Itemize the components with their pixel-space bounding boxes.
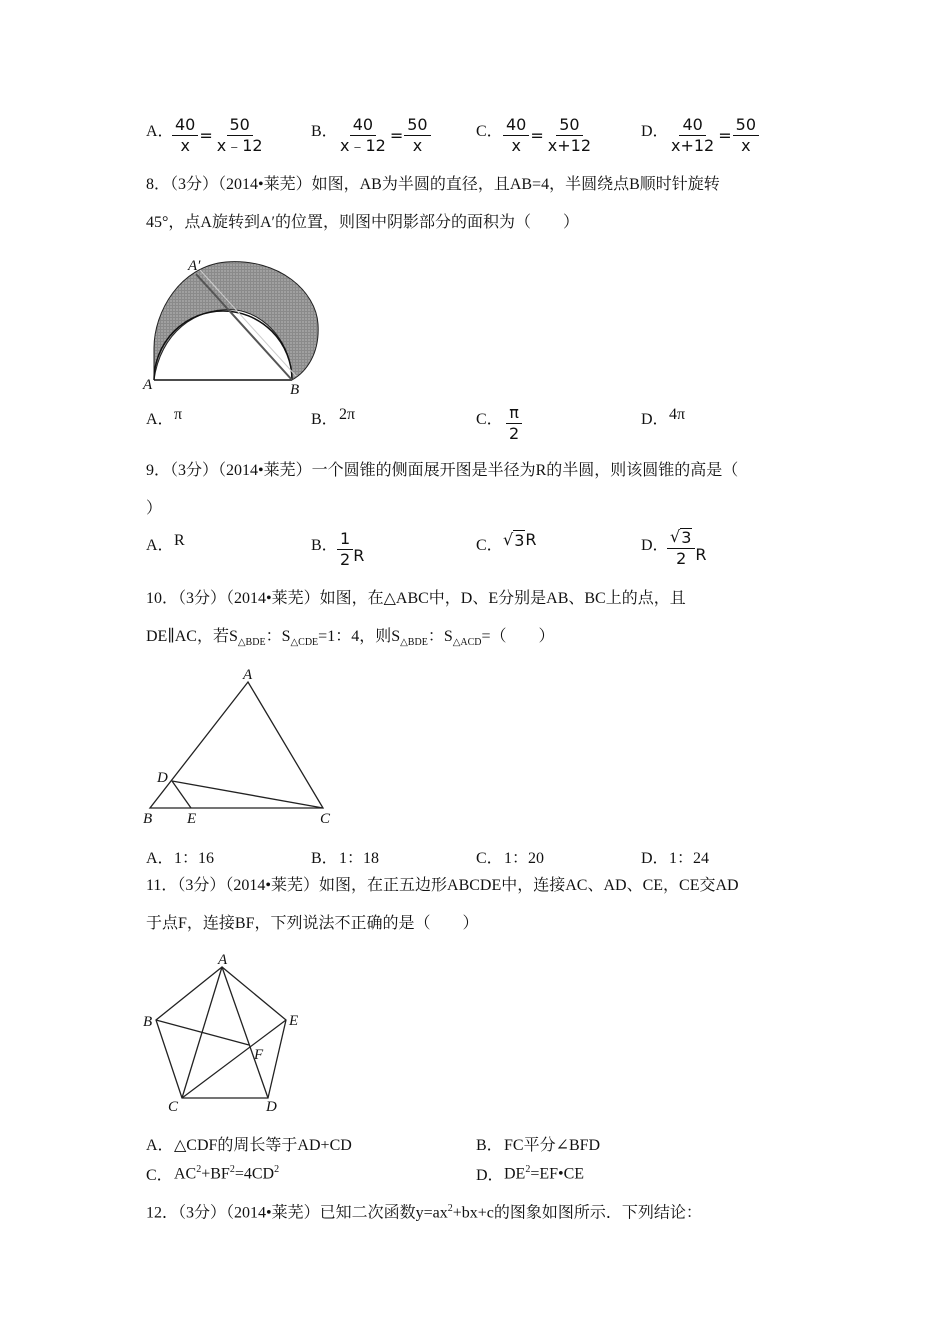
label-e: E bbox=[289, 1013, 299, 1029]
q9-stem-line2: ） bbox=[146, 500, 163, 517]
q11-option-c-letter: C． bbox=[146, 1167, 173, 1184]
label-d: D bbox=[157, 770, 168, 786]
text: 12．（3分）（2014•莱芜）已知二次函数y=ax bbox=[146, 1204, 448, 1222]
q10-option-a-value: 1：16 bbox=[174, 850, 215, 867]
q11-option-a-value: △CDF的周长等于AD+CD bbox=[174, 1137, 352, 1154]
suffix: R bbox=[525, 530, 537, 549]
q8-option-b-value: 2π bbox=[339, 406, 356, 423]
text: +bx+c的图象如图所示．下列结论： bbox=[452, 1204, 702, 1222]
q9-option-b-value bbox=[337, 530, 364, 569]
q8-option-c-letter: C． bbox=[476, 411, 503, 428]
q9-option-d-letter: D． bbox=[641, 537, 669, 554]
denominator: x﹣12 bbox=[340, 136, 386, 155]
numerator: 1 bbox=[337, 530, 353, 550]
q7-option-b-letter: B． bbox=[311, 123, 338, 140]
q7-option-b-equation bbox=[337, 116, 431, 155]
segment-de bbox=[172, 781, 191, 808]
pentagon-abcde bbox=[156, 967, 286, 1098]
text: ：S bbox=[427, 628, 453, 645]
numerator: 50 bbox=[227, 116, 253, 136]
q11-option-d-letter: D． bbox=[476, 1167, 504, 1184]
q8-option-c-fraction bbox=[506, 404, 522, 443]
q10-stem-line1: 10．（3分）（2014•莱芜）如图，在△ABC中，D、E分别是AB、BC上的点，且 bbox=[146, 590, 686, 607]
q8-option-a-value: π bbox=[174, 406, 183, 423]
superscript: 2 bbox=[196, 1164, 202, 1175]
label-a-prime: A′ bbox=[188, 258, 201, 274]
q8-option-d-letter: D． bbox=[641, 411, 669, 428]
q10-option-c-value: 1：20 bbox=[504, 850, 545, 867]
radicand: 3 bbox=[681, 528, 692, 547]
q11-option-c-value bbox=[174, 1164, 279, 1183]
numerator: π bbox=[506, 404, 522, 424]
denominator: x bbox=[180, 136, 190, 155]
superscript: 2 bbox=[525, 1164, 531, 1175]
q11-option-b-letter: B． bbox=[476, 1137, 503, 1154]
segment-dc bbox=[172, 781, 323, 808]
q12-stem-line1 bbox=[146, 1190, 702, 1232]
denominator: x bbox=[741, 136, 751, 155]
denominator: 2 bbox=[340, 550, 351, 569]
text: DE∥AC，若S bbox=[146, 628, 238, 645]
numerator: 50 bbox=[404, 116, 430, 136]
q10-option-a-letter: A． bbox=[146, 850, 174, 867]
q10-stem-line2 bbox=[146, 618, 555, 662]
q11-option-d-value bbox=[504, 1164, 584, 1183]
denominator: x bbox=[511, 136, 521, 155]
subscript: △ACD bbox=[452, 637, 482, 649]
text: =1：4，则S bbox=[318, 628, 401, 645]
q11-stem-line1: 11．（3分）（2014•莱芜）如图，在正五边形ABCDE中，连接AC、AD、CE，CE交AD bbox=[146, 877, 739, 894]
q10-option-d-letter: D． bbox=[641, 850, 669, 867]
subscript: △CDE bbox=[290, 637, 319, 649]
text: +BF bbox=[201, 1165, 230, 1183]
radical-sign-icon: √ bbox=[670, 527, 681, 546]
sqrt bbox=[670, 528, 692, 547]
q8-figure-semicircle bbox=[140, 252, 340, 397]
q9-option-c-letter: C． bbox=[476, 537, 503, 554]
denominator: x bbox=[412, 136, 423, 155]
q11-figure-pentagon bbox=[140, 950, 315, 1115]
q10-option-b-letter: B． bbox=[311, 850, 338, 867]
numerator: 40 bbox=[503, 116, 529, 136]
label-a: A bbox=[218, 952, 228, 968]
q10-option-b-value: 1：18 bbox=[339, 850, 380, 867]
q10-figure-triangle bbox=[140, 664, 340, 829]
q7-option-c-equation bbox=[503, 116, 594, 155]
text: ：S bbox=[265, 628, 291, 645]
denominator: x+12 bbox=[547, 136, 591, 155]
text: =（ ） bbox=[481, 628, 555, 645]
q8-option-d-value: 4π bbox=[669, 406, 686, 423]
q8-option-b-letter: B． bbox=[311, 411, 338, 428]
denominator: 2 bbox=[509, 424, 520, 443]
denominator: x﹣12 bbox=[216, 136, 263, 155]
superscript: 2 bbox=[447, 1203, 453, 1214]
suffix: R bbox=[695, 544, 707, 564]
equals-sign: = bbox=[199, 126, 213, 145]
subscript: △BDE bbox=[400, 637, 428, 649]
superscript: 2 bbox=[274, 1164, 280, 1175]
numerator: 40 bbox=[350, 116, 376, 136]
q7-option-d-letter: D． bbox=[641, 123, 669, 140]
segment-bf bbox=[156, 1020, 249, 1045]
label-d: D bbox=[266, 1099, 277, 1115]
q9-option-c-value bbox=[503, 530, 537, 550]
label-f: F bbox=[254, 1047, 264, 1063]
text: =EF•CE bbox=[530, 1165, 585, 1183]
q8-option-a-letter: A． bbox=[146, 411, 174, 428]
numerator: 50 bbox=[733, 116, 759, 136]
q9-stem-line1: 9．（3分）（2014•莱芜）一个圆锥的侧面展开图是半径为R的半圆，则该圆锥的高是（ bbox=[146, 462, 739, 479]
q7-option-d-equation bbox=[668, 116, 759, 155]
label-b: B bbox=[143, 811, 153, 827]
sqrt bbox=[503, 530, 525, 550]
q8-stem-line1: 8．（3分）（2014•莱芜）如图，AB为半圆的直径，且AB=4，半圆绕点B顺时针旋转 bbox=[146, 176, 720, 193]
q9-option-b-letter: B． bbox=[311, 537, 338, 554]
numerator: 40 bbox=[679, 116, 705, 136]
triangle-abc bbox=[150, 682, 323, 808]
equals-sign: = bbox=[389, 126, 404, 145]
q11-option-a-letter: A． bbox=[146, 1137, 174, 1154]
denominator: 2 bbox=[676, 549, 687, 568]
text: =4CD bbox=[234, 1165, 275, 1183]
shaded-region bbox=[154, 262, 318, 380]
superscript: 2 bbox=[229, 1164, 235, 1175]
label-a: A bbox=[143, 377, 153, 393]
equals-sign: = bbox=[530, 126, 544, 145]
q7-option-a-equation bbox=[172, 116, 266, 155]
radicand: 3 bbox=[514, 531, 525, 550]
q11-option-b-value: FC平分∠BFD bbox=[504, 1137, 601, 1154]
label-b: B bbox=[143, 1014, 153, 1030]
q8-stem-line2: 45°，点A旋转到A′的位置，则图中阴影部分的面积为（ ） bbox=[146, 214, 580, 231]
label-c: C bbox=[168, 1099, 179, 1115]
q9-option-a-letter: A． bbox=[146, 537, 174, 554]
q11-stem-line2: 于点F，连接BF，下列说法不正确的是（ ） bbox=[146, 915, 479, 932]
q7-option-c-letter: C． bbox=[476, 123, 503, 140]
radical-sign-icon: √ bbox=[503, 530, 514, 549]
q9-option-a-value: R bbox=[174, 532, 185, 549]
label-e: E bbox=[187, 811, 197, 827]
label-a: A bbox=[243, 667, 253, 683]
numerator: 40 bbox=[172, 116, 198, 136]
label-c: C bbox=[320, 811, 331, 827]
q10-option-c-letter: C． bbox=[476, 850, 503, 867]
text: DE bbox=[504, 1165, 526, 1183]
denominator: x+12 bbox=[671, 136, 715, 155]
numerator: 50 bbox=[556, 116, 582, 136]
label-b: B bbox=[290, 382, 300, 397]
subscript: △BDE bbox=[237, 637, 266, 649]
q10-option-d-value: 1：24 bbox=[669, 850, 710, 867]
equals-sign: = bbox=[718, 126, 732, 145]
text: AC bbox=[174, 1165, 197, 1183]
q7-option-a-letter: A． bbox=[146, 123, 174, 140]
q9-option-d-value bbox=[667, 528, 707, 568]
suffix: R bbox=[353, 546, 365, 565]
